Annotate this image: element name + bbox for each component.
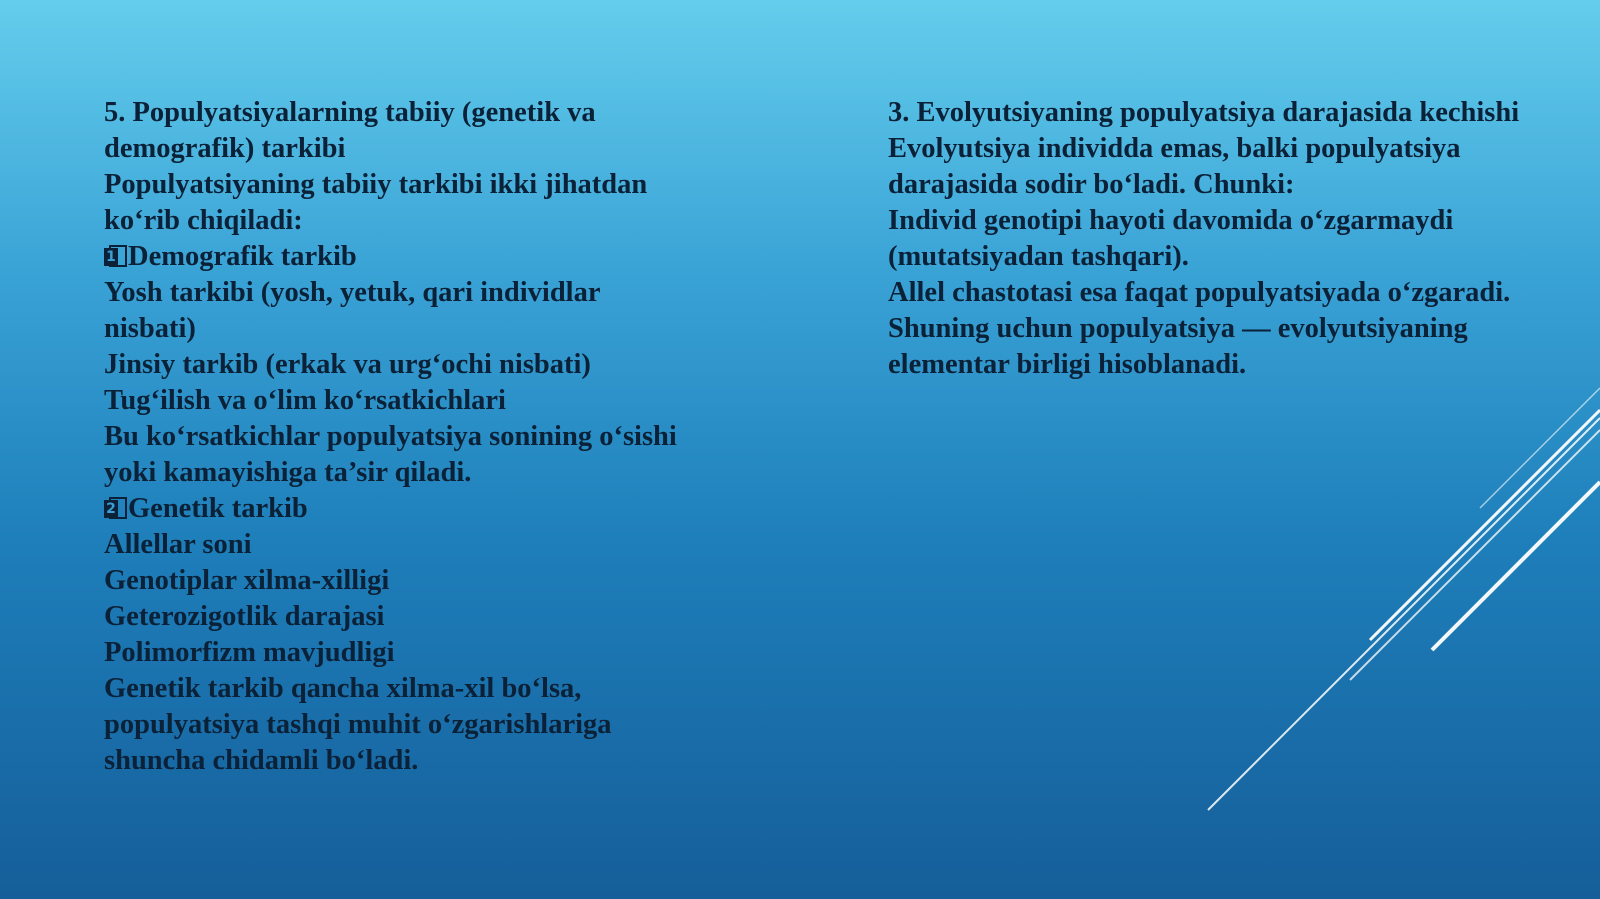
numbered-bullet-icon (104, 497, 126, 519)
genetik-line: Genotiplar xilma-xilligi (104, 565, 390, 596)
right-text-line: Shuning uchun populyatsiya — evolyutsiyaning (888, 313, 1468, 344)
deco-line (1480, 388, 1600, 508)
genetik-line: Geterozigotlik darajasi (104, 601, 385, 632)
left-heading-line-1: 5. Populyatsiyalarning tabiiy (genetik va (104, 97, 596, 128)
demografik-line: Jinsiy tarkib (erkak va urg‘ochi nisbati) (104, 349, 591, 380)
section-genetik-heading (104, 491, 724, 527)
demografik-line: Yosh tarkibi (yosh, yetuk, qari individlar (104, 277, 601, 308)
demografik-line: yoki kamayishiga ta’sir qiladi. (104, 457, 472, 488)
deco-line (1208, 418, 1600, 810)
left-heading-line-2: demografik) tarkibi (104, 133, 346, 164)
section-genetik-title: Genetik tarkib (128, 493, 308, 524)
demografik-line: nisbati) (104, 313, 196, 344)
bullet-number: 1 (104, 248, 118, 266)
left-intro-line-2: ko‘rib chiqiladi: (104, 205, 303, 236)
demografik-line: Tug‘ilish va o‘lim ko‘rsatkichlari (104, 385, 506, 416)
right-text-line: Evolyutsiya individda emas, balki populyatsiya (888, 133, 1461, 164)
genetik-line: Allellar soni (104, 529, 252, 560)
right-text-line: elementar birligi hisoblanadi. (888, 349, 1247, 380)
genetik-line: populyatsiya tashqi muhit o‘zgarishlariga (104, 709, 612, 740)
genetik-line: Polimorfizm mavjudligi (104, 637, 395, 668)
deco-line (1350, 430, 1600, 680)
section-demografik-heading (104, 239, 724, 275)
bullet-number: 2 (104, 500, 118, 518)
right-text-line: darajasida sodir bo‘ladi. Chunki: (888, 169, 1295, 200)
left-intro-line-1: Populyatsiyaning tabiiy tarkibi ikki jihatdan (104, 169, 648, 200)
deco-line (1370, 410, 1600, 640)
left-text-column (104, 95, 724, 779)
genetik-line: shuncha chidamli bo‘ladi. (104, 745, 419, 776)
deco-line (1432, 482, 1600, 650)
right-text-line: Allel chastotasi esa faqat populyatsiyada o‘zgaradi. (888, 277, 1511, 308)
right-text-line: Individ genotipi hayoti davomida o‘zgarmaydi (888, 205, 1454, 236)
numbered-bullet-icon (104, 245, 126, 267)
demografik-line: Bu ko‘rsatkichlar populyatsiya sonining o‘sishi (104, 421, 677, 452)
section-demografik-title: Demografik tarkib (128, 241, 357, 272)
genetik-line: Genetik tarkib qancha xilma-xil bo‘lsa, (104, 673, 582, 704)
right-heading: 3. Evolyutsiyaning populyatsiya darajasida kechishi (888, 97, 1520, 128)
right-text-line: (mutatsiyadan tashqari). (888, 241, 1189, 272)
right-text-column (888, 95, 1588, 383)
